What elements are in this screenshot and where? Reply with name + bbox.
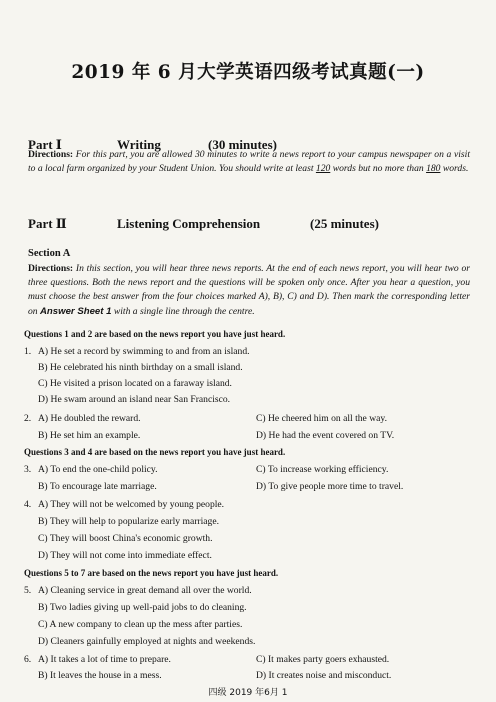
q2-option-a[interactable]: A) He doubled the reward. xyxy=(38,413,141,424)
q3-option-c[interactable]: C) To increase working efficiency. xyxy=(256,464,389,475)
question-number: 3. xyxy=(24,464,32,475)
q4-option-c[interactable]: C) They will boost China's economic growth. xyxy=(38,533,213,544)
listening-directions-end: with a single line through the centre. xyxy=(111,305,255,317)
page-footer: 四级 2019 年6月 1 xyxy=(208,688,288,698)
writing-directions xyxy=(28,148,470,176)
section-a-heading: Section A xyxy=(28,248,71,259)
q4-option-b[interactable]: B) They will help to popularize early marriage. xyxy=(38,516,219,527)
part-1-name: Writing xyxy=(117,137,161,152)
q3-option-a[interactable]: A) To end the one-child policy. xyxy=(38,464,158,475)
listening-directions xyxy=(28,262,470,319)
q1-option-a[interactable]: A) He set a record by swimming to and from an island. xyxy=(38,346,250,357)
writing-directions-mid: words but no more than xyxy=(330,163,427,175)
page-title: 2019 年 6 月大学英语四级考试真题(一) xyxy=(71,62,425,83)
listening-directions-text: In this section, you will hear three news reports. At the end of each news report, you will hear two or three questions. Both the news report and the questions will be spoken only once. After you hear a question, you must choose the best answer from the four choices marked A), B), C) and D). Then mark the corresponding letter on xyxy=(28,263,470,317)
word-max: 180 xyxy=(426,163,441,175)
part-1-time: (30 minutes) xyxy=(208,137,277,152)
q1-option-d[interactable]: D) He swam around an island near San Francisco. xyxy=(38,394,231,405)
part-2-name: Listening Comprehension xyxy=(117,216,261,231)
directions-label: Directions: xyxy=(28,263,74,274)
question-number: 2. xyxy=(24,413,32,424)
q6-option-b[interactable]: B) It leaves the house in a mess. xyxy=(38,670,162,681)
writing-directions-end: words. xyxy=(440,163,469,175)
q6-option-a[interactable]: A) It takes a lot of time to prepare. xyxy=(38,654,171,665)
q2-option-b[interactable]: B) He set him an example. xyxy=(38,430,141,441)
q2-option-c[interactable]: C) He cheered him on all the way. xyxy=(256,413,387,424)
question-number: 1. xyxy=(24,346,32,357)
q4-option-a[interactable]: A) They will not be welcomed by young people. xyxy=(38,499,225,510)
directions-label: Directions: xyxy=(28,149,74,160)
question-group-3: Questions 5 to 7 are based on the news report you have just heard. xyxy=(24,568,279,578)
q6-option-d[interactable]: D) It creates noise and misconduct. xyxy=(256,670,392,681)
q5-option-b[interactable]: B) Two ladies giving up well-paid jobs to do cleaning. xyxy=(38,602,247,613)
question-group-1: Questions 1 and 2 are based on the news report you have just heard. xyxy=(24,329,286,339)
question-group-2: Questions 3 and 4 are based on the news report you have just heard. xyxy=(24,447,286,457)
question-number: 6. xyxy=(24,654,32,665)
q5-option-c[interactable]: C) A new company to clean up the mess after parties. xyxy=(38,619,243,630)
part-1-label: Part Ⅰ xyxy=(28,137,62,152)
question-number: 4. xyxy=(24,499,32,510)
answer-sheet-ref: Answer Sheet 1 xyxy=(40,305,112,317)
q3-option-d[interactable]: D) To give people more time to travel. xyxy=(256,481,404,492)
part-2-time: (25 minutes) xyxy=(310,216,379,231)
q1-option-c[interactable]: C) He visited a prison located on a faraway island. xyxy=(38,378,232,389)
q4-option-d[interactable]: D) They will not come into immediate effect. xyxy=(38,550,212,561)
question-number: 5. xyxy=(24,585,32,596)
word-min: 120 xyxy=(315,163,331,175)
q6-option-c[interactable]: C) It makes party goers exhausted. xyxy=(256,654,390,665)
q1-option-b[interactable]: B) He celebrated his ninth birthday on a small island. xyxy=(38,362,243,373)
q5-option-d[interactable]: D) Cleaners gainfully employed at nights and weekends. xyxy=(38,636,256,647)
q2-option-d[interactable]: D) He had the event covered on TV. xyxy=(256,430,395,441)
part-2-label: Part Ⅱ xyxy=(28,216,67,231)
writing-directions-text: For this part, you are allowed 30 minutes to write a news report to your campus newspaper on a visit to a local farm organized by your Student Union. You should write at least xyxy=(28,149,470,175)
q3-option-b[interactable]: B) To encourage late marriage. xyxy=(38,481,157,492)
q5-option-a[interactable]: A) Cleaning service in great demand all over the world. xyxy=(38,585,252,596)
